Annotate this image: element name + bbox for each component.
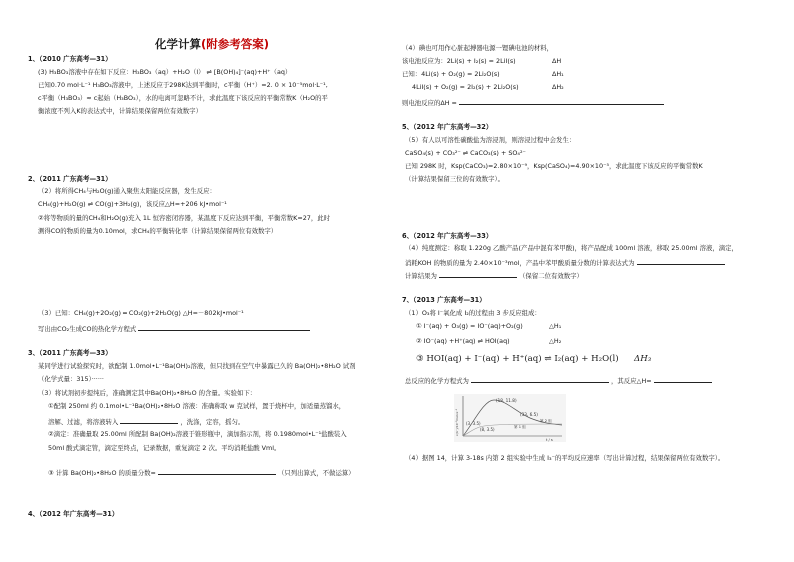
- q6-line3-a: 计算结果为: [405, 272, 437, 280]
- q5-heading: 5、（2012 年广东高考—32）: [402, 123, 493, 131]
- q2-line5: （3）已知：CH₄(g)+2O₂(g) ═ CO₂(g)+2H₂O(g) △H=－802kJ•mol⁻¹: [38, 309, 244, 317]
- graph-label-point-3: (3, 3.5): [466, 421, 481, 426]
- q3-line3: （3）将试剂初步提纯后，准确测定其中Ba(OH)₂•8H₂O 的含量。实验如下：: [38, 389, 257, 397]
- q7-line5: [405, 375, 712, 387]
- q2-line2: CH₄(g)+H₂O(g) ⇌ CO(g)+3H₂(g)，该反应△H=+206 kJ•mol⁻¹: [38, 200, 227, 208]
- answer-blank[interactable]: [138, 323, 310, 331]
- q7-line2a: ① I⁻(aq) + O₃(g) = IO⁻(aq)+O₂(g): [416, 322, 523, 330]
- q3-line1: 某同学进行试验探究时，欲配制 1.0mol•L⁻¹Ba(OH)₂溶液，但只找到在空气中暴露已久的 Ba(OH)₂•8H₂O 试剂: [38, 362, 356, 370]
- q2-line1: （2）将所得CH₄与H₂O(g)通入聚焦太阳能反应器，发生反应：: [38, 187, 216, 195]
- graph-label-point-4: (8, 3.5): [480, 427, 495, 432]
- c1-line3b: ΔH₁: [552, 70, 564, 78]
- q6-line2: [405, 257, 725, 269]
- q7-line5-b: ，其反应△H=: [611, 377, 652, 385]
- q5-line4: （计算结果保留三位的有效数字）。: [405, 175, 505, 183]
- q3-line7: 50ml 酸式滴定管，滴定至终点，记录数据，重复滴定 2 次。平均消耗盐酸 Vml。: [48, 444, 281, 452]
- title-suffix: (附参考答案): [201, 37, 270, 51]
- answer-blank[interactable]: [459, 97, 664, 105]
- q5-line1: （5）有人以可溶性碳酸盐为溶浸剂，则溶浸过程中会发生：: [405, 136, 576, 144]
- q6-heading: 6、（2012 年广东高考—33）: [402, 232, 493, 240]
- q6-line3-b: （保留二位有效数字）: [519, 272, 583, 280]
- q1-line4: 衡浓度不列入K的表达式中，计算结果保留两位有效数字）: [38, 107, 202, 115]
- answer-blank[interactable]: [654, 375, 712, 383]
- q2-line3: ②将等物质的量的CH₄和H₂O(g)充入 1L 恒容密闭容器，某温度下反应达到平衡，平衡常数K=27，此时: [38, 214, 331, 222]
- q7-line1: （1）O₃将 I⁻氧化成 I₂的过程由 3 步反应组成：: [405, 309, 541, 317]
- graph-x-label: t / s: [546, 438, 553, 442]
- q3-line8-b: （只列出算式，不做运算）: [277, 469, 355, 477]
- q3-line8: [48, 467, 355, 479]
- q2-line4: 测得CO的物质的量为0.10mol，求CH₄的平衡转化率（计算结果保留两位有效数字）: [38, 227, 278, 235]
- q7-line4b: ΔH₃: [634, 354, 652, 364]
- q2-heading: 2、（2011 广东高考—31）: [28, 175, 112, 183]
- q5-line2: CaSO₄(s) + CO₃²⁻ ⇌ CaCO₃(s) + SO₄²⁻: [405, 149, 526, 157]
- c1-line1: （4）碘也可用作心脏起搏器电源一锂碘电池的材料，: [402, 44, 554, 52]
- q3-line5: [48, 416, 244, 428]
- q3-line2: （化学式量：315）······: [38, 375, 104, 383]
- graph-label-group-2: 第 2 组: [540, 419, 552, 423]
- answer-blank[interactable]: [471, 375, 609, 383]
- q2-line6-text: 写出由CO₂生成CO的热化学方程式: [38, 325, 137, 333]
- c1-line5: [402, 97, 664, 109]
- q7-line2b: △H₁: [549, 322, 562, 330]
- q1-line1: (3) H₃BO₃溶液中存在如下反应：H₃BO₃（aq）+H₂O（l） ⇌ [B(OH)₄]⁻(aq)+H⁺（aq）: [38, 68, 292, 76]
- q3-line5-b: ，洗涤，定容，摇匀。: [180, 418, 245, 426]
- graph-label-group-1: 第 1 组: [514, 425, 526, 429]
- page-title: [155, 36, 269, 52]
- c1-line3a: 已知：4Li(s) + O₂(g) = 2Li₂O(s): [402, 70, 500, 78]
- answer-blank[interactable]: [120, 416, 178, 424]
- c1-line4a: 4LiI(s) + O₂(g) = 2I₂(s) + 2Li₂O(s): [412, 83, 519, 91]
- c1-line5-text: 则电池反应的ΔH =: [402, 99, 457, 107]
- answer-blank[interactable]: [158, 467, 276, 475]
- graph-label-point-2: (33, 6.5): [520, 412, 538, 417]
- reaction-graph: [454, 394, 566, 442]
- title-main: 化学计算: [155, 37, 201, 51]
- answer-blank[interactable]: [439, 270, 517, 278]
- q3-line5-a: 溶解、过滤，将溶液转入: [48, 418, 119, 426]
- q2-line6: [38, 323, 310, 335]
- q7-heading: 7、（2013 广东高考—31）: [402, 296, 486, 304]
- answer-blank[interactable]: [637, 257, 725, 265]
- q1-heading: 1、（2010 广东高考—31）: [28, 55, 112, 63]
- q3-line6: ②滴定：准确量取 25.00ml 所配制 Ba(OH)₂溶液于锥形瓶中，滴加指示剂，将 0.1980mol•L⁻¹盐酸装入: [48, 430, 347, 438]
- q6-line2-text: 消耗KOH 的物质的量为 2.40×10⁻³mol，产品中苯甲酸质量分数的计算表达式为: [405, 259, 635, 267]
- q3-line8-a: ③ 计算 Ba(OH)₂•8H₂O 的质量分数=: [48, 469, 156, 477]
- q1-line3: c平衡（H₃BO₃）≈ c起始（H₃BO₃），水的电离可忽略不计，求此温度下该反应的平衡常数K（H₂O的平: [38, 94, 328, 102]
- q6-line1: （4）纯度测定：称取 1.220g 乙酸产品(产品中混有苯甲酸)，将产品配成 100ml 溶液，移取 25.00ml 溶液，滴定，: [405, 244, 738, 252]
- q3-line4: ①配制 250ml 约 0.1mol•L⁻¹Ba(OH)₂•8H₂O 溶液：准确称取 w 克试样，置于烧杯中，加适量蒸馏水，: [48, 402, 346, 410]
- q6-line3: [405, 270, 583, 282]
- q7-line3b: △H₂: [549, 337, 562, 345]
- c1-line4b: ΔH₂: [552, 83, 564, 91]
- q4-heading: 4、（2012 年广东高考—31）: [28, 510, 119, 518]
- q7-line4a: ③ HOI(aq) + I⁻(aq) + H⁺(aq) ⇌ I₂(aq) + H₂O(l): [416, 354, 619, 364]
- c1-line2b: ΔH: [552, 57, 562, 65]
- graph-label-point-1: (18, 11.8): [496, 398, 517, 403]
- q1-line2: 已知0.70 mol·L⁻¹ H₃BO₃溶液中，上述反应于298K达到平衡时，c平衡（H⁺）=2. 0 × 10⁻⁵mol·L⁻¹,: [38, 81, 328, 89]
- q7-line3a: ② IO⁻(aq) +H⁺(aq) ⇌ HOI(aq): [416, 337, 510, 345]
- q7-line6: （4）据图 14，计算 3-18s 内第 2 组实验中生成 I₃⁻的平均反应速率（写出计算过程，结果保留两位有效数字）。: [405, 454, 725, 462]
- q3-heading: 3、（2011 广东高考—33）: [28, 349, 112, 357]
- c1-line2a: 该电池反应为：2Li(s) + I₂(s) = 2LiI(s): [402, 57, 516, 65]
- q7-line5-a: 总反应的化学方程式为: [405, 377, 469, 385]
- q5-line3: 已知 298K 时，Ksp(CaCO₃)=2.80×10⁻⁹，Ksp(CaSO₄)=4.90×10⁻⁵，求此温度下该反应的平衡常数K: [405, 162, 703, 170]
- graph-y-label: c(I₃⁻)/10⁻³mol•L⁻¹: [455, 408, 459, 436]
